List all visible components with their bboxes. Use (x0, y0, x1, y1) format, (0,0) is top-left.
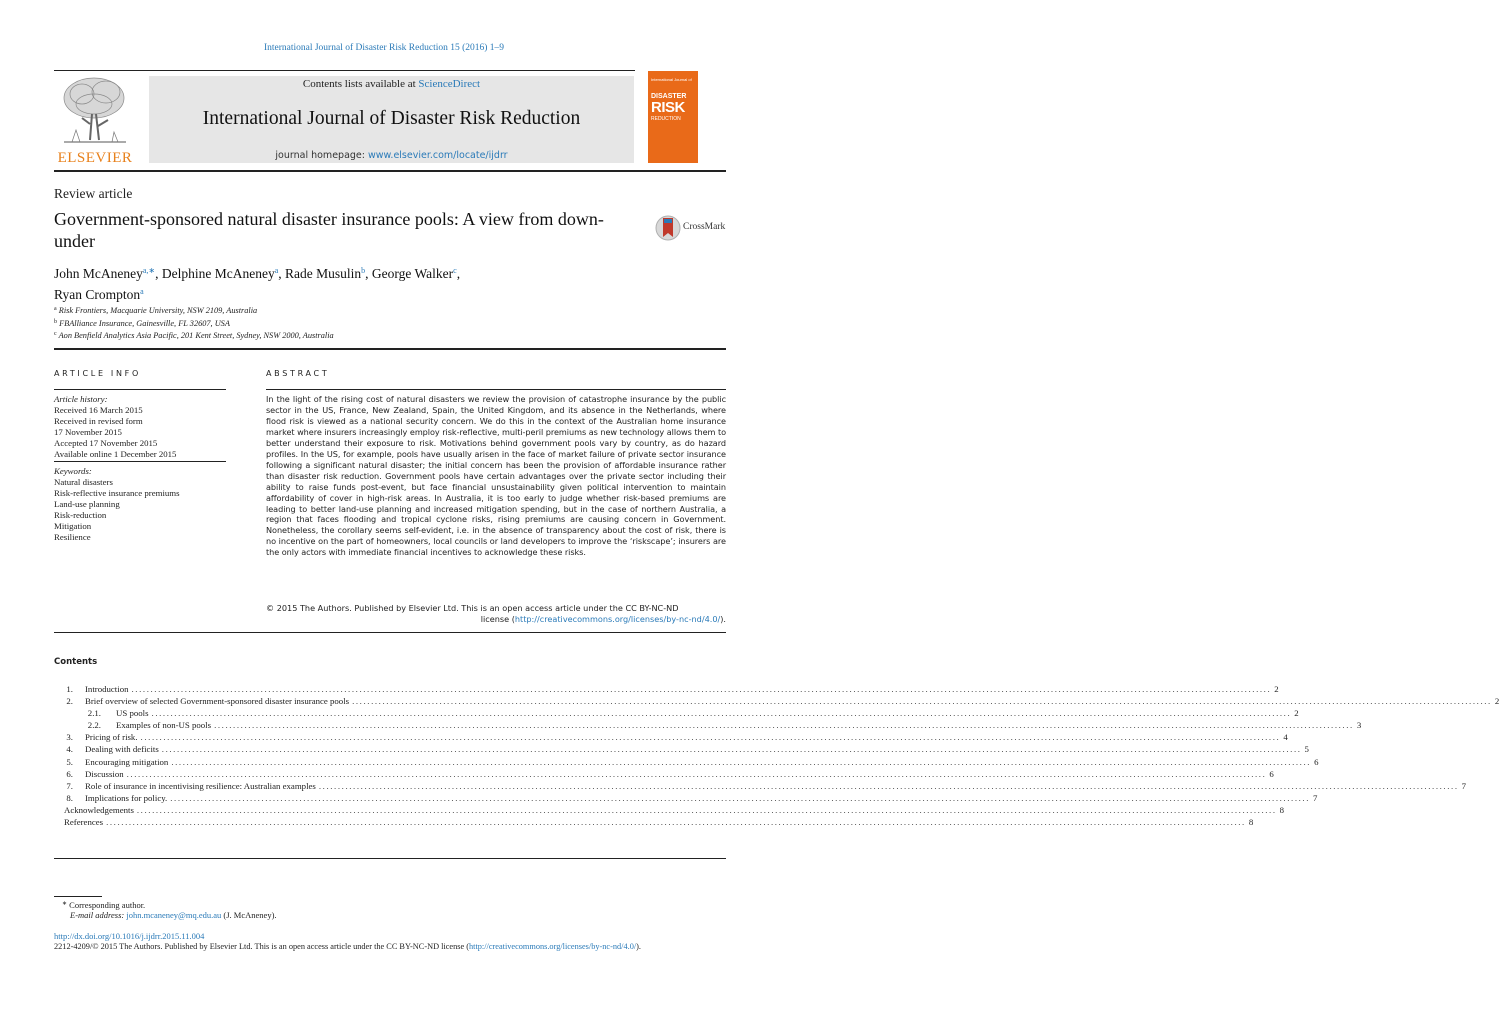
toc-page-number: 2 (1274, 684, 1279, 694)
cover-line-1: International Journal of (651, 77, 692, 82)
toc-number: 2. (66, 696, 73, 707)
paper-title: Government-sponsored natural disaster insurance pools: A view from down-under (54, 209, 604, 251)
keyword: Risk-reduction (54, 510, 107, 520)
toc-number: 4. (66, 744, 73, 755)
toc-page-number: 2 (1494, 696, 1499, 707)
toc-page-number: 2 (1294, 708, 1299, 719)
crossmark-icon (655, 213, 681, 243)
toc-leader: ............................................................................................................................................................................................................................................................................................................ (352, 696, 1492, 707)
header-bottom-rule (54, 170, 726, 172)
history-entry: Accepted 17 November 2015 (54, 438, 158, 448)
contents-heading: Contents (54, 657, 98, 667)
toc-row[interactable] (54, 780, 1467, 792)
journal-title: International Journal of Disaster Risk Reduction (202, 108, 581, 129)
toc-title: Examples of non-US pools (116, 720, 212, 731)
history-entry: 17 November 2015 (54, 427, 122, 437)
keyword: Land-use planning (54, 499, 120, 509)
keyword: Mitigation (54, 521, 92, 531)
toc-row[interactable] (54, 707, 1299, 719)
toc-row[interactable] (54, 768, 1274, 780)
abstract-rule (266, 389, 726, 390)
email-link[interactable]: john.mcaneney@mq.edu.au (126, 910, 222, 920)
cover-line-2: DISASTER (651, 93, 687, 100)
affiliation: $^b$ FBAlliance Insurance, Gainesville, FL 32607, USA (54, 318, 230, 328)
running-head[interactable]: International Journal of Disaster Risk Reduction 15 (2016) 1–9 (263, 43, 505, 53)
affiliation: $^a$ Risk Frontiers, Macquarie University, NSW 2109, Australia (54, 306, 258, 315)
toc-number: 2.1. (87, 708, 101, 719)
elsevier-tree-icon (54, 74, 136, 150)
author[interactable]: Delphine McAneney$^a$ (161, 266, 279, 281)
toc-title: Pricing of risk. (85, 732, 138, 743)
toc-title: Implications for policy. (85, 792, 168, 803)
toc-page-number: 7 (1313, 792, 1318, 803)
license-link[interactable]: http://creativecommons.org/licenses/by-nc-nd/4.0/ (514, 614, 721, 624)
toc-page-number: 5 (1304, 744, 1309, 755)
toc-leader: ............................................................................................................................................................................................................................................................................................................ (140, 732, 1281, 743)
journal-homepage-line: journal homepage: www.elsevier.com/locate/ijdrr (275, 150, 508, 161)
footnote-rule (54, 896, 102, 897)
toc-row[interactable] (54, 695, 1499, 707)
corresponding-author-note: ∗ Corresponding author. (62, 900, 146, 910)
front-matter-rule (54, 348, 726, 350)
journal-cover-thumbnail[interactable] (648, 71, 698, 163)
toc-row[interactable] (54, 719, 1362, 731)
toc-row[interactable] (54, 683, 1279, 695)
toc-leader: ............................................................................................................................................................................................................................................................................................................ (171, 756, 1312, 767)
abstract-copyright: © 2015 The Authors. Published by Elsevier Ltd. This is an open access article under the CC BY-NC-ND (266, 603, 679, 613)
keyword: Resilience (54, 532, 91, 542)
article-info-rule (54, 389, 226, 390)
toc-leader: ............................................................................................................................................................................................................................................................................................................ (151, 708, 1292, 719)
affiliations (54, 304, 334, 342)
toc-title: Acknowledgements (64, 804, 134, 815)
author-list: John McAneney$^{a,∗}$, Delphine McAneney$^a$, Rade Musulin$^b$, George Walker$^c$, Ryan Crompton$^a$ (54, 266, 461, 302)
toc-leader: ............................................................................................................................................................................................................................................................................................................ (170, 792, 1311, 803)
toc-row[interactable] (54, 816, 1254, 828)
abstract-bottom-rule (54, 632, 726, 633)
header-top-rule (54, 70, 635, 71)
history-entry: Available online 1 December 2015 (54, 449, 177, 459)
toc-leader: ............................................................................................................................................................................................................................................................................................................ (161, 744, 1302, 755)
toc-page-number: 6 (1269, 768, 1274, 779)
keyword: Risk-reflective insurance premiums (54, 488, 180, 498)
toc-page-number: 3 (1356, 720, 1362, 731)
issn-license-line: 2212-4209/© 2015 The Authors. Published by Elsevier Ltd. This is an open access article under the CC BY-NC-ND license (http://creativecommons.org/licenses/by-nc-nd/4.0/). (54, 942, 641, 951)
affiliation: $^c$ Aon Benfield Analytics Asia Pacific, 201 Kent Street, Sydney, NSW 2000, Australia (54, 331, 334, 340)
doi-link[interactable]: http://dx.doi.org/10.1016/j.ijdrr.2015.11.004 (54, 931, 205, 941)
abstract-license: license (http://creativecommons.org/licenses/by-nc-nd/4.0/). (480, 614, 726, 624)
history-entry: Received in revised form (54, 416, 143, 426)
email-note: E-mail address: john.mcaneney@mq.edu.au (J. McAneney). (70, 910, 277, 920)
article-info-heading: ARTICLE INFO (54, 369, 141, 378)
toc-row[interactable] (54, 792, 1318, 804)
toc-title: Introduction (85, 684, 129, 694)
toc-title: US pools (116, 708, 149, 719)
elsevier-logo[interactable] (54, 74, 136, 166)
toc-number: 6. (66, 768, 73, 779)
toc-page-number: 8 (1248, 817, 1254, 828)
keywords-rule (54, 461, 226, 462)
toc-number: 8. (66, 792, 73, 803)
table-of-contents (54, 683, 1499, 828)
history-label: Article history: (54, 394, 108, 404)
abstract-heading: ABSTRACT (266, 369, 330, 378)
toc-row[interactable] (54, 743, 1309, 755)
toc-row[interactable] (54, 756, 1319, 768)
author[interactable]: Ryan Crompton$^a$ (54, 287, 144, 302)
contents-available-line: Contents lists available at ScienceDirect (302, 78, 481, 90)
history-entry: Received 16 March 2015 (54, 405, 143, 415)
toc-number: 7. (66, 780, 73, 791)
toc-number: 3. (66, 732, 73, 743)
abstract-body: In the light of the rising cost of natural disasters we review the provision of catastrophe insurance by the public sector in the US, France, New Zealand, Spain, the United Kingdom, and its absence in the Netherlands, where flood risk is viewed as a national security concern. We do this in the context of the Australian home insurance market where insurers increasingly employ risk-reflective, multi-peril premiums as new technology allows them to better understand their exposure to risk. Motivations behind government pools vary by country, as do hazard profiles. In the US, for example, pools have usually arisen in the face of market failure of private sector insurance following a significant natural disaster; the initial concern has been the provision of affordable insurance rather than disaster risk reduction. Government pools have certain advantages over the private sector including their ability to raise funds post-event, but face financial unsustainability given political intervention to maintain affordability of cover in high-risk areas. In Australia, it is too early to judge whether risk-based premiums are leading to better land-use planning and increased mitigation spending, but in the case of northern Australia, a region that faces flooding and tropical cyclone risks, rising premiums are causing concern in Government. Nonetheless, the corollary seems self-evident, i.e. in the absence of transparency about the cost of risk, there is no incentive on the part of homeowners, local councils or land developers to improve the ‘riskscape’; insurers are the only actors with immediate financial incentives to acknowledge these risks. (266, 394, 726, 558)
article-type: Review article (54, 186, 133, 201)
cover-line-3: RISK (651, 99, 685, 116)
crossmark-badge[interactable] (655, 213, 729, 243)
toc-title: Discussion (85, 768, 124, 779)
article-history (54, 394, 226, 460)
toc-page-number: 8 (1279, 804, 1285, 815)
keywords (54, 466, 226, 543)
toc-title: Role of insurance in incentivising resilience: Australian examples (85, 780, 316, 791)
toc-page-number: 4 (1283, 732, 1288, 743)
journal-homepage-link[interactable]: www.elsevier.com/locate/ijdrr (367, 150, 508, 161)
issn-license-link[interactable]: http://creativecommons.org/licenses/by-nc-nd/4.0/ (469, 942, 637, 951)
toc-row[interactable] (54, 731, 1288, 743)
publisher-name: ELSEVIER (57, 150, 133, 166)
cover-line-4: REDUCTION (651, 116, 681, 122)
author[interactable]: Rade Musulin$^b$ (285, 266, 366, 281)
crossmark-label: CrossMark (683, 222, 726, 232)
contents-bottom-rule (54, 858, 726, 859)
toc-leader: ............................................................................................................................................................................................................................................................................................................ (214, 720, 1354, 731)
toc-leader: ............................................................................................................................................................................................................................................................................................................ (126, 768, 1267, 779)
sciencedirect-link[interactable]: ScienceDirect (418, 78, 481, 90)
toc-row[interactable] (54, 804, 1285, 816)
toc-page-number: 6 (1314, 756, 1319, 767)
toc-number: 1. (66, 684, 73, 694)
toc-title: References (64, 817, 104, 828)
toc-number: 2.2. (87, 720, 101, 731)
toc-number: 5. (66, 756, 73, 767)
author[interactable]: John McAneney$^{a,∗}$ (54, 266, 156, 281)
keywords-label: Keywords: (54, 466, 92, 476)
toc-leader: ............................................................................................................................................................................................................................................................................................................ (318, 780, 1459, 791)
toc-leader: ............................................................................................................................................................................................................................................................................................................ (106, 817, 1246, 828)
toc-title: Dealing with deficits (85, 744, 159, 755)
toc-page-number: 7 (1461, 780, 1467, 791)
author[interactable]: George Walker$^c$ (371, 266, 457, 281)
toc-leader: ............................................................................................................................................................................................................................................................................................................ (131, 684, 1272, 694)
keyword: Natural disasters (54, 477, 113, 487)
toc-title: Encouraging mitigation (85, 756, 169, 767)
toc-title: Brief overview of selected Government-sponsored disaster insurance pools (85, 696, 350, 707)
toc-leader: ............................................................................................................................................................................................................................................................................................................ (136, 804, 1277, 815)
